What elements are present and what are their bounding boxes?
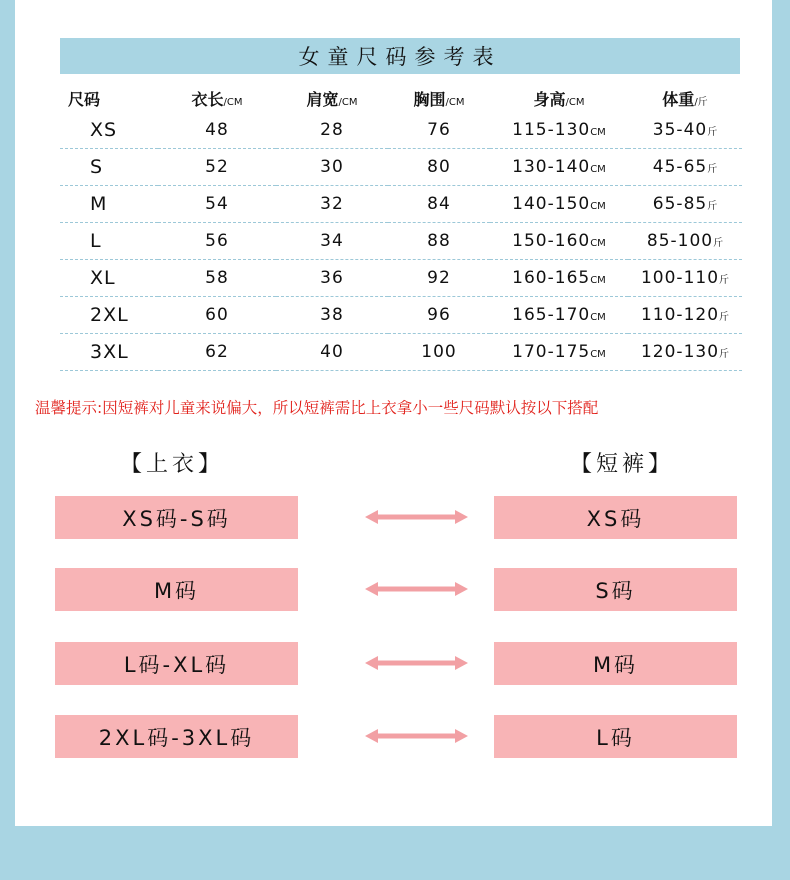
cell-size: 3XL xyxy=(60,334,158,371)
bottom-size-box: XS码 xyxy=(494,496,737,539)
header-size: 尺码 xyxy=(68,89,101,109)
cell-size: M xyxy=(60,186,158,223)
cell-weight: 65-85斤 xyxy=(628,186,742,223)
top-size-box: XS码-S码 xyxy=(55,496,298,539)
cell-size: S xyxy=(60,149,158,186)
cell-height: 115-130CM xyxy=(490,112,628,149)
cell-shoulder: 40 xyxy=(276,334,388,371)
cell-chest: 88 xyxy=(388,223,490,260)
cell-height: 130-140CM xyxy=(490,149,628,186)
cell-length: 56 xyxy=(158,223,276,260)
cell-height: 140-150CM xyxy=(490,186,628,223)
header-chest: 胸围/CM xyxy=(413,89,465,109)
bottom-label: 【短裤】 xyxy=(570,452,675,477)
cell-size: XS xyxy=(60,112,158,149)
bottom-size-box: L码 xyxy=(494,715,737,758)
double-headed-arrow-icon xyxy=(365,581,468,597)
cell-weight: 45-65斤 xyxy=(628,149,742,186)
cell-weight: 85-100斤 xyxy=(628,223,742,260)
size-table xyxy=(60,84,742,371)
cell-height: 150-160CM xyxy=(490,223,628,260)
cell-weight: 110-120斤 xyxy=(628,297,742,334)
cell-height: 170-175CM xyxy=(490,334,628,371)
double-headed-arrow-icon xyxy=(365,655,468,671)
header-height: 身高/CM xyxy=(533,89,585,109)
cell-weight: 120-130斤 xyxy=(628,334,742,371)
table-row xyxy=(60,149,742,186)
cell-chest: 80 xyxy=(388,149,490,186)
table-row xyxy=(60,112,742,149)
cell-size: L xyxy=(60,223,158,260)
cell-chest: 76 xyxy=(388,112,490,149)
header-length: 衣长/CM xyxy=(191,89,243,109)
cell-length: 48 xyxy=(158,112,276,149)
top-size-box: 2XL码-3XL码 xyxy=(55,715,298,758)
cell-length: 60 xyxy=(158,297,276,334)
cell-chest: 96 xyxy=(388,297,490,334)
cell-shoulder: 30 xyxy=(276,149,388,186)
cell-weight: 35-40斤 xyxy=(628,112,742,149)
table-row xyxy=(60,297,742,334)
table-header-row xyxy=(60,84,742,112)
double-headed-arrow-icon xyxy=(365,728,468,744)
table-row xyxy=(60,186,742,223)
cell-size: 2XL xyxy=(60,297,158,334)
cell-length: 58 xyxy=(158,260,276,297)
cell-chest: 84 xyxy=(388,186,490,223)
header-shoulder: 肩宽/CM xyxy=(306,89,358,109)
cell-length: 62 xyxy=(158,334,276,371)
cell-chest: 100 xyxy=(388,334,490,371)
header-weight: 体重/斤 xyxy=(662,89,708,109)
table-row xyxy=(60,223,742,260)
top-label: 【上衣】 xyxy=(120,452,225,477)
table-row xyxy=(60,334,742,371)
cell-weight: 100-110斤 xyxy=(628,260,742,297)
size-chart-card xyxy=(15,0,772,826)
cell-chest: 92 xyxy=(388,260,490,297)
cell-shoulder: 38 xyxy=(276,297,388,334)
notice-text: 温馨提示:因短裤对儿童来说偏大，所以短裤需比上衣拿小一些尺码默认按以下搭配 xyxy=(35,399,599,417)
top-size-box: M码 xyxy=(55,568,298,611)
cell-shoulder: 28 xyxy=(276,112,388,149)
bottom-size-box: M码 xyxy=(494,642,737,685)
cell-height: 165-170CM xyxy=(490,297,628,334)
cell-shoulder: 32 xyxy=(276,186,388,223)
cell-length: 54 xyxy=(158,186,276,223)
bottom-size-box: S码 xyxy=(494,568,737,611)
table-row xyxy=(60,260,742,297)
double-headed-arrow-icon xyxy=(365,509,468,525)
cell-size: XL xyxy=(60,260,158,297)
cell-shoulder: 36 xyxy=(276,260,388,297)
cell-length: 52 xyxy=(158,149,276,186)
chart-title: 女童尺码参考表 xyxy=(60,38,740,74)
cell-shoulder: 34 xyxy=(276,223,388,260)
top-size-box: L码-XL码 xyxy=(55,642,298,685)
cell-height: 160-165CM xyxy=(490,260,628,297)
